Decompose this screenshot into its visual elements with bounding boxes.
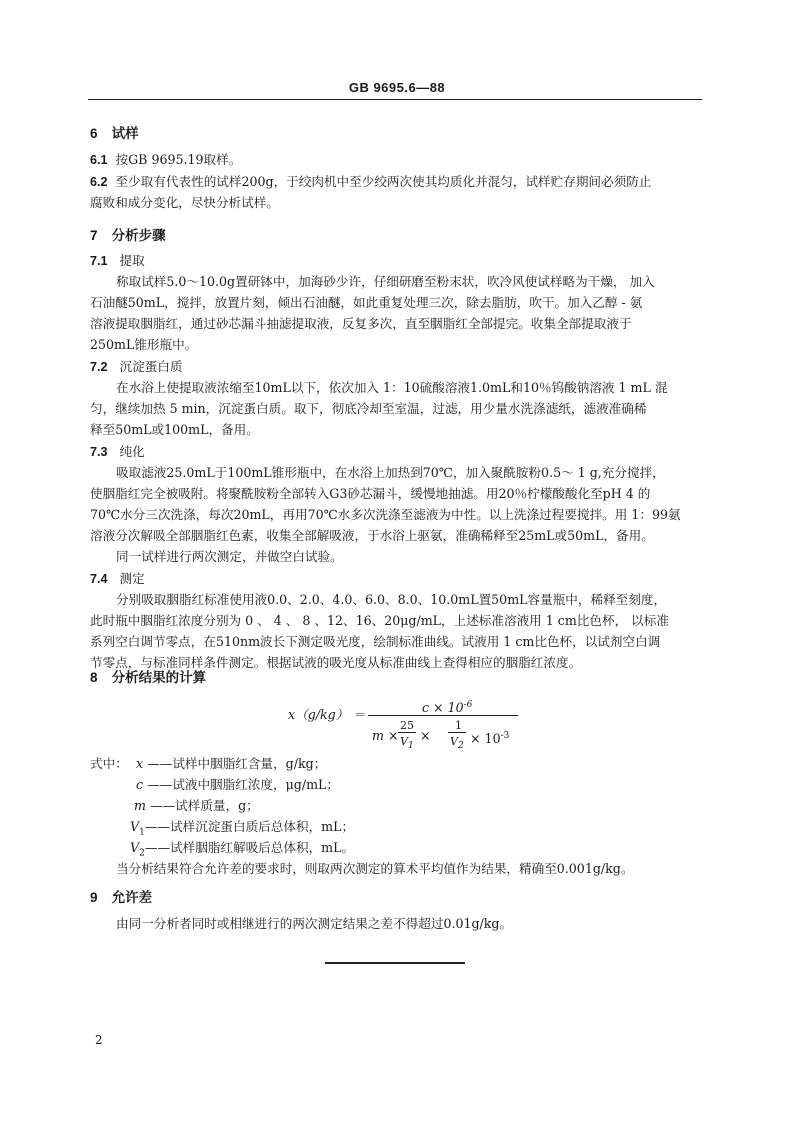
clause-7-4-line: 系列空白调节零点，在510nm波长下测定吸光度，绘制标准曲线。试液用 1 cm比色杯，以试剂空白调 [90,634,661,649]
clause-7-3-line: 同一试样进行两次测定，并做空白试验。 [116,549,343,564]
formula-tail: × $10^{-3}$ [470,731,510,747]
clause-7-1-heading: 7.1 提取 [90,253,145,268]
formula-times: × [420,728,431,743]
clause-7-2-line: 释至50mL或100mL，备用。 [90,422,259,437]
definition-x: x ——试样中胭脂红含量，g/kg； [136,756,327,771]
clause-7-1-line: 溶液提取胭脂红，通过砂芯漏斗抽滤提取液，反复多次，直至胭脂红全部提完。收集全部提取液于 [90,316,632,331]
section-8-heading: 8 分析结果的计算 [90,670,207,686]
formula-frac2-numerator: 1 [455,719,462,732]
clause-7-4-heading: 7.4 测定 [90,571,145,586]
definition-v2: $V_2——$试样胭脂红解吸后总体积，mL。 [130,840,355,859]
clause-7-3-line: 70℃水分三次洗涤，每次20mL，再用70℃水多次洗涤至滤液为中性。以上洗涤过程要搅拌。用 1：99氨 [90,507,681,522]
section-7-heading: 7 分析步骤 [90,228,166,244]
result-statement: 当分析结果符合允许差的要求时，则取两次测定的算术平均值作为结果，精确至0.001g/kg。 [116,861,634,876]
clause-7-4-line: 此时瓶中胭脂红浓度分别为 0 、 4 、 8 、12、16、20μg/mL，上述标准溶液用 1 cm比色杯， 以标准 [90,613,669,628]
section-9-heading: 9 允许差 [90,890,153,906]
clause-7-4-line: 分别吸取胭脂红标准使用液0.0、2.0、4.0、6.0、8.0、10.0mL置50mL容量瓶中，稀释至刻度， [116,592,667,607]
formula-frac1-denominator: $V_1$ [400,735,414,752]
formula-lhs: x（g/kg） [288,707,349,722]
end-rule [325,962,465,964]
clause-6-1: 6.1 按GB 9695.19取样。 [90,152,242,167]
page-header: GB 9695.6—88 [348,80,446,95]
clause-6-2-cont: 腐败和成分变化，尽快分析试样。 [90,195,279,210]
clause-7-3-line: 溶液分次解吸全部胭脂红色素，收集全部解吸液，于水浴上驱氨，准确稀释至25mL或50mL，备用。 [90,528,654,543]
formula-mass-term: m × [372,728,399,743]
formula-numerator: $c \times 10^{-6}$ [422,700,473,716]
section-6-heading: 6 试样 [90,126,139,142]
definition-m: m ——试样质量，g； [134,798,259,813]
clause-7-1-line: 250mL锥形瓶中。 [90,337,198,352]
clause-7-2-line: 匀，继续加热 5 min，沉淀蛋白质。取下，彻底冷却至室温，过滤，用少量水洗涤滤纸，滤液准确稀 [90,401,647,416]
formula-main-fraction-bar [368,715,518,716]
definition-v1: $V_1——$试样沉淀蛋白质后总体积，mL； [130,819,355,838]
clause-6-2: 6.2 至少取有代表性的试样200g，于绞肉机中至少绞两次使其均质化并混匀，试样贮存期间必须防止 [90,174,652,189]
clause-7-3-heading: 7.3 纯化 [90,444,145,459]
header-rule [88,99,702,100]
where-label: 式中： [90,756,128,771]
formula-equals: ＝ [354,707,367,722]
clause-7-2-line: 在水浴上使提取液浓缩至10mL以下，依次加入 1：10硫酸溶液1.0mL和10％钨酸钠溶液 1 mL 混 [116,380,668,395]
clause-7-1-line: 石油醚50mL，搅拌，放置片刻，倾出石油醚，如此重复处理三次，除去脂肪，吹干。加入乙醇 - 氨 [90,295,643,310]
clause-7-3-line: 吸取滤液25.0mL于100mL锥形瓶中，在水浴上加热到70℃，加入聚酰胺粉0.5～ 1 g,充分搅拌， [116,465,665,480]
formula-frac2-denominator: $V_2$ [450,735,464,752]
clause-7-4-line: 节零点，与标准同样条件测定。根据试液的吸光度从标准曲线上查得相应的胭脂红浓度。 [90,655,582,670]
formula-frac1-numerator: 25 [400,719,414,732]
clause-7-2-heading: 7.2 沉淀蛋白质 [90,359,183,374]
clause-7-1-line: 称取试样5.0～10.0g置研钵中，加海砂少许，仔细研磨至粉末状，吹冷风使试样略为干燥， 加入 [116,274,655,289]
tolerance-statement: 由同一分析者同时或相继进行的两次测定结果之差不得超过0.01g/kg。 [116,916,513,931]
definition-c: c ——试液中胭脂红浓度，μg/mL； [136,777,339,792]
clause-7-3-line: 使胭脂红完全被吸附。将聚酰胺粉全部转入G3砂芯漏斗，缓慢地抽滤。用20％柠檬酸酸化至pH 4 的 [90,486,651,501]
page-number: 2 [95,1033,103,1047]
